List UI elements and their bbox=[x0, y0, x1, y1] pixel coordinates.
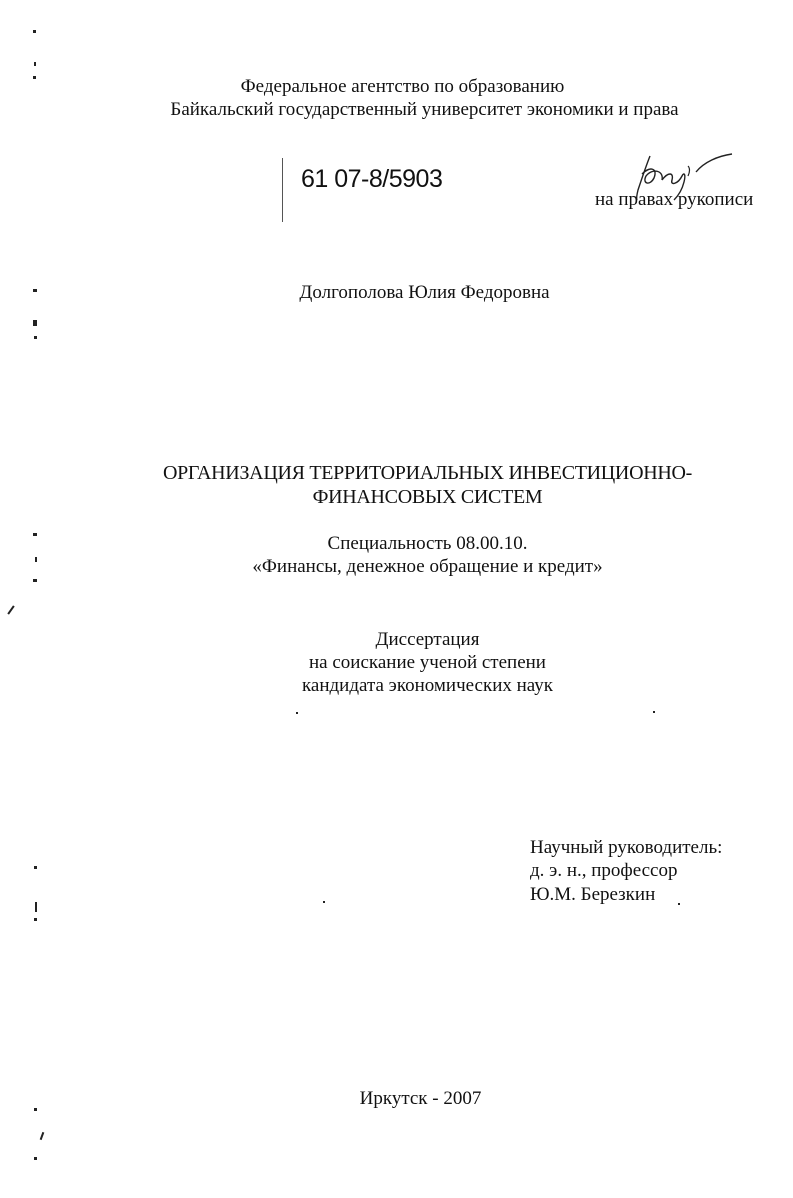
dissertation-label: Диссертация bbox=[375, 629, 480, 650]
manuscript-note: на правах рукописи bbox=[595, 189, 754, 210]
advisor-degree: д. э. н., профессор bbox=[530, 860, 678, 881]
scan-speck bbox=[34, 1108, 37, 1111]
degree-sought: на соискание ученой степени bbox=[309, 652, 546, 673]
author-name: Долгополова Юлия Федоровна bbox=[299, 282, 550, 303]
specialty-code: Специальность 08.00.10. bbox=[327, 533, 528, 554]
advisor-name: Ю.М. Березкин bbox=[530, 884, 656, 905]
place-year: Иркутск - 2007 bbox=[359, 1088, 482, 1109]
scan-speck bbox=[34, 1157, 37, 1160]
scan-speck bbox=[35, 902, 37, 912]
scan-speck bbox=[33, 579, 37, 582]
scan-speck bbox=[33, 30, 36, 33]
scan-speck bbox=[33, 320, 37, 326]
scan-speck bbox=[323, 901, 325, 903]
university-line: Байкальский государственный университет экономики и права bbox=[170, 99, 679, 120]
scan-speck bbox=[678, 903, 680, 905]
degree-field: кандидата экономических наук bbox=[301, 675, 554, 696]
scan-speck bbox=[33, 76, 36, 79]
scan-speck bbox=[653, 711, 655, 713]
title-line-2: ФИНАНСОВЫХ СИСТЕМ bbox=[312, 486, 543, 508]
scan-speck bbox=[34, 918, 37, 921]
scan-speck bbox=[34, 62, 36, 66]
scan-speck bbox=[33, 533, 37, 536]
scan-speck bbox=[34, 336, 37, 339]
scan-speck bbox=[296, 712, 298, 714]
title-line-1: ОРГАНИЗАЦИЯ ТЕРРИТОРИАЛЬНЫХ ИНВЕСТИЦИОННО- bbox=[162, 462, 693, 484]
scan-speck bbox=[35, 557, 37, 562]
scan-speck bbox=[7, 605, 14, 614]
scan-speck bbox=[40, 1132, 45, 1140]
specialty-name: «Финансы, денежное обращение и кредит» bbox=[252, 556, 603, 577]
advisor-label: Научный руководитель: bbox=[530, 837, 723, 858]
stamp-rule bbox=[282, 158, 283, 222]
agency-line: Федеральное агентство по образованию bbox=[240, 76, 565, 97]
scan-speck bbox=[33, 289, 37, 292]
library-stamp: 61 07-8/5903 bbox=[301, 165, 443, 193]
scan-speck bbox=[34, 866, 37, 869]
